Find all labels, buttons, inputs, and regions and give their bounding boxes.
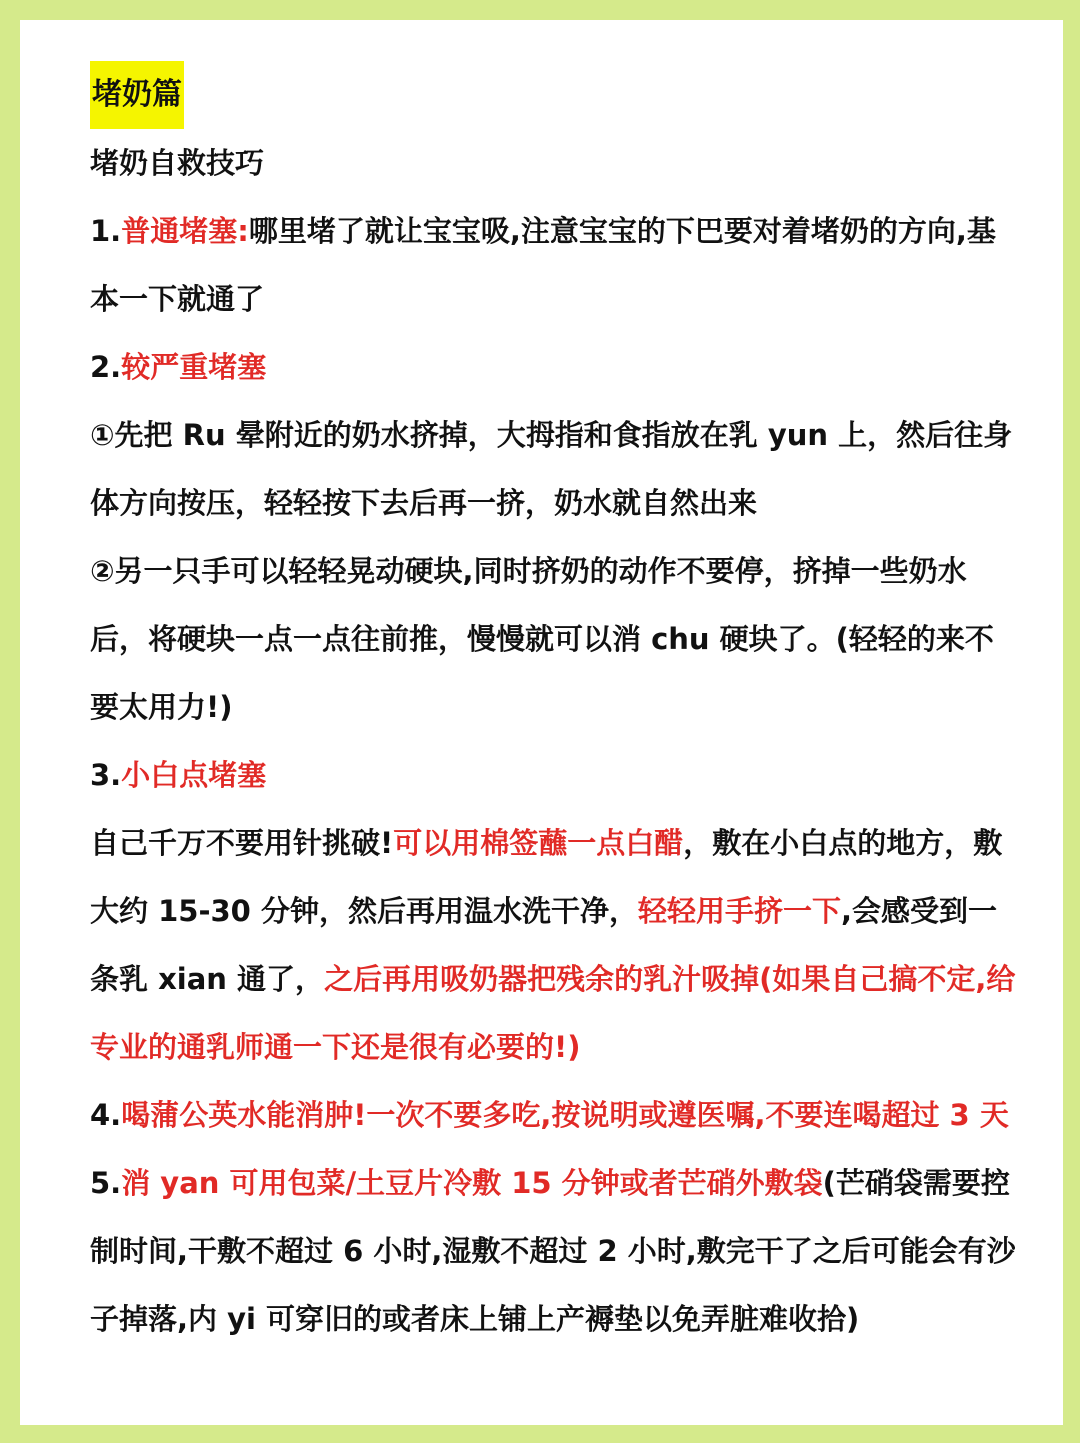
item-3-part-2: 可以用棉签蘸一点白醋 <box>393 826 684 860</box>
section-title: 堵奶篇 <box>90 61 184 129</box>
item-3-part-3: ，敷在小白点的地方，敷大约 15-30 分钟，然后再用温水洗干净， <box>90 826 1003 928</box>
item-1-number: 1. <box>90 214 122 248</box>
item-3-part-1: 自己千万不要用针挑破! <box>90 826 394 860</box>
item-1-text: 哪里堵了就让宝宝吸,注意宝宝的下巴要对着堵奶的方向,基本一下就通了 <box>90 214 996 316</box>
item-3-part-4: 轻轻用手挤一下 <box>637 894 841 928</box>
item-5-heading: 消 yan 可用包菜/土豆片冷敷 15 分钟或者芒硝外敷袋 <box>121 1166 823 1200</box>
item-2-sub-1: ①先把 Ru 晕附近的奶水挤掉，大拇指和食指放在乳 yun 上，然后往身体方向按压，轻轻按下去后再一挤，奶水就自然出来 <box>90 418 1013 520</box>
item-3 <box>90 741 1020 809</box>
content-card <box>20 20 1063 1425</box>
item-5-number: 5. <box>90 1166 122 1200</box>
item-4-heading: 喝蒲公英水能消肿!一次不要多吃,按说明或遵医嘱,不要连喝超过 3 天 <box>121 1098 1009 1132</box>
item-4-number: 4. <box>90 1098 122 1132</box>
item-1 <box>90 197 1020 333</box>
article-body <box>90 60 1020 1353</box>
item-1-heading: 普通堵塞: <box>121 214 249 248</box>
item-5 <box>90 1149 1020 1353</box>
subtitle: 堵奶自救技巧 <box>90 146 265 180</box>
item-5-text: (芒硝袋需要控制时间,干敷不超过 6 小时,湿敷不超过 2 小时,敷完干了之后可能会有沙子掉落,内 yi 可穿旧的或者床上铺上产褥垫以免弄脏难收拾) <box>90 1166 1016 1336</box>
item-3-body <box>90 809 1020 1081</box>
item-4 <box>90 1081 1020 1149</box>
item-3-part-6: 之后再用吸奶器把残余的乳汁吸掉(如果自己搞不定,给专业的通乳师通一下还是很有必要的!) <box>90 962 1016 1064</box>
item-3-heading: 小白点堵塞 <box>121 758 267 792</box>
section-title-row <box>90 60 1020 129</box>
item-2-number: 2. <box>90 350 122 384</box>
item-2-sub-2: ②另一只手可以轻轻晃动硬块,同时挤奶的动作不要停，挤掉一些奶水后，将硬块一点一点往前推，慢慢就可以消 chu 硬块了。(轻轻的来不要太用力!) <box>90 554 994 724</box>
item-3-number: 3. <box>90 758 122 792</box>
item-2 <box>90 333 1020 401</box>
item-2-heading: 较严重堵塞 <box>121 350 267 384</box>
item-3-part-5: ,会感受到一条乳 xian 通了， <box>90 894 997 996</box>
